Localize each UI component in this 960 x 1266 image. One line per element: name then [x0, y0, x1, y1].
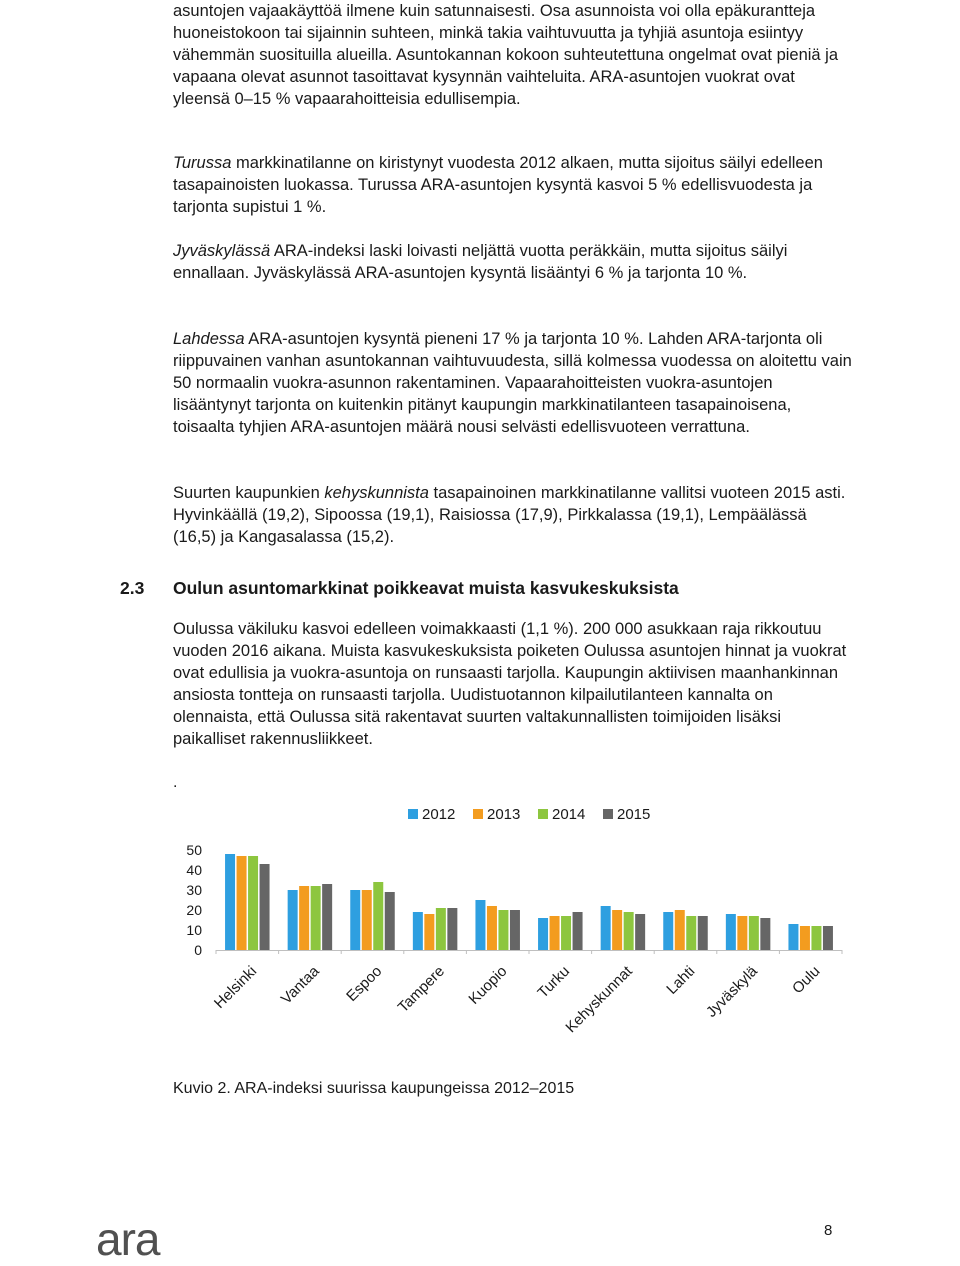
bar-lahti-2015 — [698, 916, 708, 950]
bar-kuopio-2015 — [510, 910, 520, 950]
y-axis — [186, 842, 202, 958]
bar-tampere-2013 — [424, 914, 434, 950]
bar-turku-2013 — [550, 916, 560, 950]
paragraph-jyvaskyla-text: ARA-indeksi laski loivasti neljättä vuotta peräkkäin, mutta sijoitus säilyi ennallaan. Jyväskylässä ARA-asuntojen kysyntä lisääntyi 6 % ja tarjonta 10 %. — [173, 242, 788, 282]
bar-vantaa-2014 — [311, 886, 321, 950]
bar-kehyskunnat-2013 — [612, 910, 622, 950]
legend-swatch-2015 — [603, 809, 613, 819]
chart-legend — [408, 806, 650, 823]
legend-label-2015: 2015 — [617, 806, 651, 823]
paragraph-jyvaskyla — [173, 240, 853, 284]
bar-oulu-2015 — [823, 926, 833, 950]
section-title: Oulun asuntomarkkinat poikkeavat muista kasvukeskuksista — [173, 578, 679, 598]
section-number: 2.3 — [120, 578, 145, 598]
paragraph-kehyskunnat-text: tasapainoinen markkinatilanne vallitsi vuoteen 2015 asti. Hyvinkäällä (19,2), Sipoossa (19,1), Raisiossa (17,9), Pirkkalassa (19,1), Lempäälässä (16,5) ja Kangasalassa (15,2). — [173, 484, 846, 546]
section-heading — [120, 578, 880, 599]
bar-vantaa-2013 — [299, 886, 309, 950]
paragraph-turku — [173, 152, 853, 218]
bar-tampere-2014 — [436, 908, 446, 950]
y-tick-0: 0 — [194, 942, 202, 958]
bar-turku-2014 — [561, 916, 571, 950]
legend-swatch-2014 — [538, 809, 548, 819]
legend-swatch-2013 — [473, 809, 483, 819]
city-turku: Turussa — [173, 154, 232, 172]
bar-jyväskylä-2015 — [760, 918, 770, 950]
ara-index-chart — [150, 795, 870, 1065]
bar-jyväskylä-2012 — [726, 914, 736, 950]
figure-caption: Kuvio 2. ARA-indeksi suurissa kaupungeissa 2012–2015 — [173, 1080, 575, 1097]
paragraph-lahti — [173, 328, 853, 438]
bar-kehyskunnat-2015 — [635, 914, 645, 950]
bar-tampere-2015 — [447, 908, 457, 950]
paragraph-kehyskunnat-pre: Suurten kaupunkien — [173, 484, 325, 502]
bar-tampere-2012 — [413, 912, 423, 950]
bar-espoo-2014 — [373, 882, 383, 950]
bar-helsinki-2014 — [248, 856, 258, 950]
legend-swatch-2012 — [408, 809, 418, 819]
paragraph-turku-text: markkinatilanne on kiristynyt vuodesta 2012 alkaen, mutta sijoitus säilyi edelleen tasapainoisten luokassa. Turussa ARA-asuntojen kysyntä kasvoi 5 % edellisvuodesta ja tarjonta supistui 1 %. — [173, 154, 823, 216]
bar-espoo-2015 — [385, 892, 395, 950]
y-tick-20: 20 — [186, 902, 202, 918]
bar-kuopio-2014 — [498, 910, 508, 950]
y-tick-50: 50 — [186, 842, 202, 858]
bar-kuopio-2012 — [475, 900, 485, 950]
chart-bars — [225, 854, 833, 950]
bar-helsinki-2015 — [260, 864, 270, 950]
legend-label-2012: 2012 — [422, 806, 456, 823]
x-tick-oulu: Oulu — [789, 962, 824, 998]
paragraph-kehyskunnat — [173, 482, 853, 548]
x-tick-tampere: Tampere — [394, 962, 448, 1017]
legend-label-2014: 2014 — [552, 806, 586, 823]
ara-logo: ara — [96, 1213, 160, 1265]
x-tick-helsinki: Helsinki — [210, 962, 261, 1012]
bar-lahti-2012 — [663, 912, 673, 950]
y-tick-10: 10 — [186, 922, 202, 938]
paragraph-oulu: Oulussa väkiluku kasvoi edelleen voimakkaasti (1,1 %). 200 000 asukkaan raja rikkoutuu vuoden 2016 aikana. Muista kasvukeskuksista poiketen Oulussa asuntojen hinnat ja vuokrat ovat edullisia ja vuokra-asuntoja on runsaasti tarjolla. Kaupungin aktiivisen maanhankinnan ansiosta tontteja on runsaasti tarjolla. Uudistuotannon kilpailutilanteen kannalta on olennaista, että Oulussa sitä rakentavat suurten valtakunnallisten toimijoiden lisäksi paikalliset rakennusliikkeet. — [173, 620, 847, 748]
bar-kehyskunnat-2012 — [601, 906, 611, 950]
bar-helsinki-2013 — [237, 856, 247, 950]
x-tick-espoo: Espoo — [343, 962, 386, 1005]
bar-espoo-2013 — [362, 890, 372, 950]
bar-turku-2015 — [573, 912, 583, 950]
bar-oulu-2013 — [800, 926, 810, 950]
x-tick-turku: Turku — [534, 962, 574, 1002]
paragraph-intro: asuntojen vajaakäyttöä ilmene kuin satunnaisesti. Osa asunnoista voi olla epäkurantteja huoneistokoon tai sijainnin suhteen, minkä takia vaihtuvuutta ja tyhjiä asuntoja esiintyy vähemmän suosituilla alueilla. Asuntokannan kokoon suhteutettuna ongelmat ovat pieniä ja vapaana olevat asunnot tasoittavat kysynnän vaihteluita. ARA-asuntojen vuokrat ovat yleensä 0–15 % vapaarahoitteisia edullisempia. — [173, 2, 839, 108]
bar-helsinki-2012 — [225, 854, 235, 950]
term-kehyskunnat: kehyskunnista — [324, 484, 429, 502]
bar-oulu-2012 — [788, 924, 798, 950]
legend-label-2013: 2013 — [487, 806, 521, 823]
page-number: 8 — [824, 1222, 833, 1239]
bar-vantaa-2015 — [322, 884, 332, 950]
stray-dot: . — [173, 774, 178, 791]
y-tick-40: 40 — [186, 862, 202, 878]
bar-turku-2012 — [538, 918, 548, 950]
y-tick-30: 30 — [186, 882, 202, 898]
x-tick-kuopio: Kuopio — [465, 962, 511, 1008]
city-lahti: Lahdessa — [173, 330, 245, 348]
paragraph-lahti-text: ARA-asuntojen kysyntä pieneni 17 % ja tarjonta 10 %. Lahden ARA-tarjonta oli riippuvainen vanhan asuntokannan vaihtuvuudesta, sillä kolmessa vuodessa on aloitettu vain 50 normaalin vuokra-asunnon rakentaminen. Vapaarahoitteisten vuokra-asuntojen lisääntynyt tarjonta on kuitenkin pitänyt kaupungin markkinatilanteen tasapainoisena, toisaalta tyhjien ARA-asuntojen määrä nousi selvästi edellisvuoteen verrattuna. — [173, 330, 852, 436]
bar-kuopio-2013 — [487, 906, 497, 950]
bar-oulu-2014 — [811, 926, 821, 950]
bar-espoo-2012 — [350, 890, 360, 950]
bar-jyväskylä-2013 — [737, 916, 747, 950]
bar-lahti-2013 — [675, 910, 685, 950]
x-tick-lahti: Lahti — [663, 962, 699, 998]
bar-vantaa-2012 — [288, 890, 298, 950]
x-tick-vantaa: Vantaa — [277, 962, 323, 1008]
bar-lahti-2014 — [686, 916, 696, 950]
bar-jyväskylä-2014 — [749, 916, 759, 950]
x-tick-kehyskunnat: Kehyskunnat — [562, 962, 636, 1037]
bar-kehyskunnat-2014 — [624, 912, 634, 950]
city-jyvaskyla: Jyväskylässä — [173, 242, 271, 260]
x-tick-jyväskylä: Jyväskylä — [702, 962, 761, 1021]
x-axis — [211, 950, 842, 1036]
